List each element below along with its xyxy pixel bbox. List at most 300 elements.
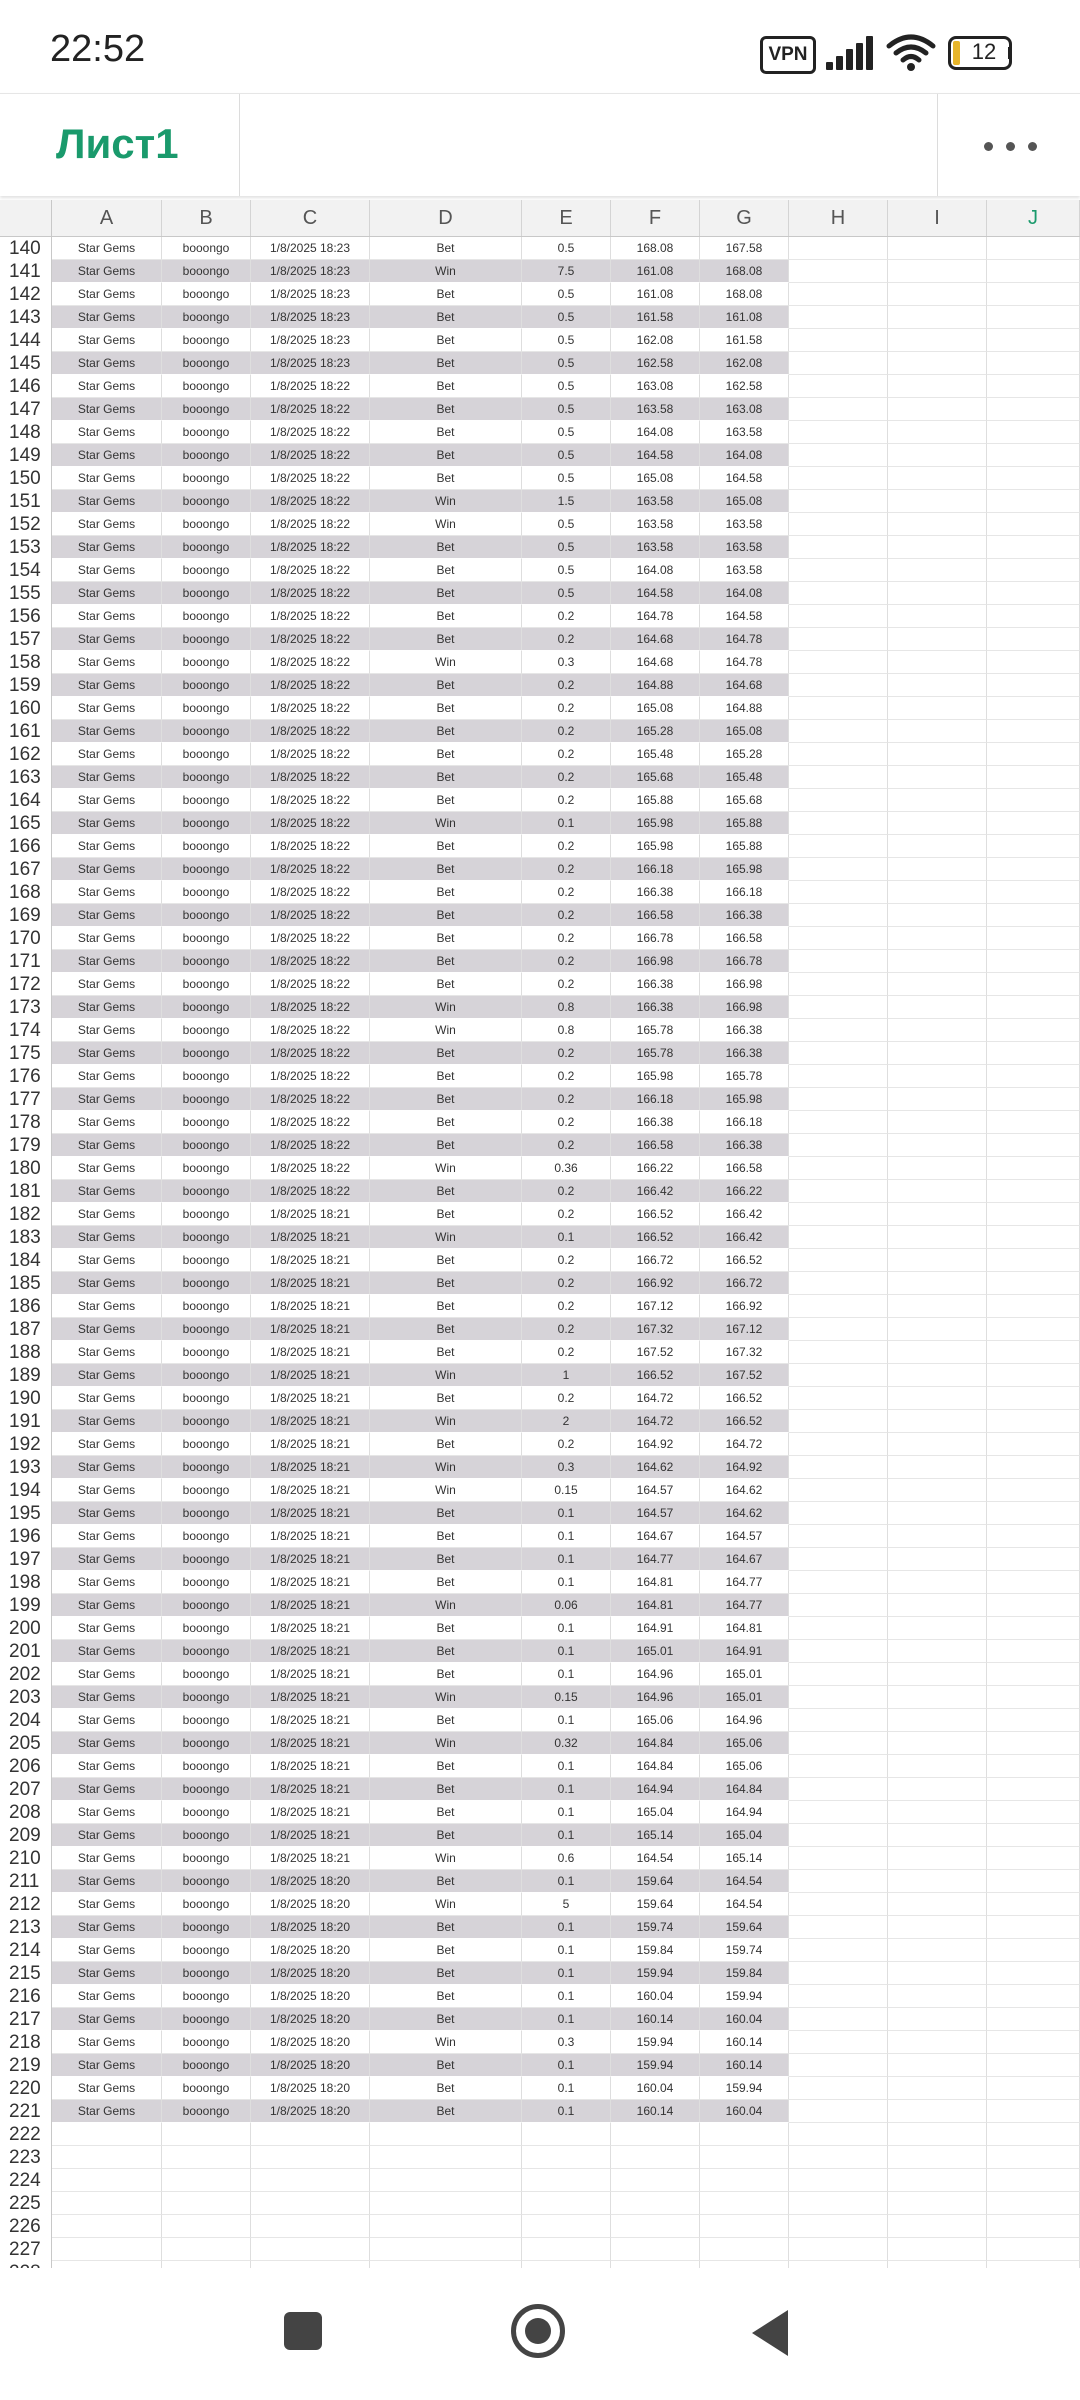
cell-i[interactable] xyxy=(888,766,987,789)
cell-f[interactable]: 164.54 xyxy=(611,1847,700,1870)
row-number[interactable]: 203 xyxy=(0,1686,52,1709)
cell-e[interactable]: 0.5 xyxy=(522,237,611,260)
cell-e[interactable]: 0.2 xyxy=(522,697,611,720)
cell-f[interactable]: 165.48 xyxy=(611,743,700,766)
cell-c[interactable]: 1/8/2025 18:20 xyxy=(251,1916,370,1939)
cell-b[interactable]: booongo xyxy=(162,1617,251,1640)
cell-h[interactable] xyxy=(789,1410,888,1433)
cell-a[interactable]: Star Gems xyxy=(52,1019,162,1042)
cell-c[interactable]: 1/8/2025 18:21 xyxy=(251,1341,370,1364)
row-number[interactable]: 227 xyxy=(0,2238,52,2261)
cell-e[interactable]: 0.36 xyxy=(522,1157,611,1180)
cell-g[interactable]: 165.08 xyxy=(700,720,789,743)
cell-d[interactable] xyxy=(370,2169,522,2192)
cell-e[interactable]: 0.2 xyxy=(522,674,611,697)
cell-e[interactable]: 0.2 xyxy=(522,858,611,881)
cell-e[interactable]: 0.1 xyxy=(522,812,611,835)
cell-e[interactable]: 0.1 xyxy=(522,2008,611,2031)
cell-g[interactable]: 165.88 xyxy=(700,812,789,835)
cell-a[interactable]: Star Gems xyxy=(52,628,162,651)
cell-i[interactable] xyxy=(888,237,987,260)
cell-c[interactable]: 1/8/2025 18:22 xyxy=(251,697,370,720)
cell-d[interactable]: Bet xyxy=(370,421,522,444)
row-number[interactable]: 201 xyxy=(0,1640,52,1663)
cell-c[interactable]: 1/8/2025 18:22 xyxy=(251,1088,370,1111)
cell-a[interactable]: Star Gems xyxy=(52,513,162,536)
cell-b[interactable]: booongo xyxy=(162,444,251,467)
cell-d[interactable]: Win xyxy=(370,260,522,283)
cell-g[interactable]: 164.81 xyxy=(700,1617,789,1640)
row-number[interactable]: 170 xyxy=(0,927,52,950)
cell-j[interactable] xyxy=(987,1456,1080,1479)
cell-c[interactable]: 1/8/2025 18:20 xyxy=(251,2054,370,2077)
cell-b[interactable]: booongo xyxy=(162,812,251,835)
row-number[interactable]: 225 xyxy=(0,2192,52,2215)
cell-g[interactable]: 164.08 xyxy=(700,444,789,467)
cell-b[interactable]: booongo xyxy=(162,1571,251,1594)
cell-d[interactable]: Bet xyxy=(370,973,522,996)
cell-g[interactable]: 159.94 xyxy=(700,1985,789,2008)
cell-f[interactable] xyxy=(611,2146,700,2169)
cell-d[interactable]: Bet xyxy=(370,1548,522,1571)
cell-i[interactable] xyxy=(888,1180,987,1203)
row-number[interactable]: 141 xyxy=(0,260,52,283)
cell-e[interactable]: 0.1 xyxy=(522,1548,611,1571)
cell-i[interactable] xyxy=(888,375,987,398)
cell-b[interactable]: booongo xyxy=(162,835,251,858)
cell-c[interactable]: 1/8/2025 18:20 xyxy=(251,2077,370,2100)
cell-g[interactable]: 166.98 xyxy=(700,996,789,1019)
cell-f[interactable] xyxy=(611,2123,700,2146)
cell-j[interactable] xyxy=(987,559,1080,582)
cell-h[interactable] xyxy=(789,1134,888,1157)
cell-c[interactable] xyxy=(251,2215,370,2238)
cell-b[interactable]: booongo xyxy=(162,996,251,1019)
cell-b[interactable]: booongo xyxy=(162,651,251,674)
cell-b[interactable]: booongo xyxy=(162,1548,251,1571)
cell-b[interactable]: booongo xyxy=(162,1893,251,1916)
cell-a[interactable] xyxy=(52,2123,162,2146)
cell-c[interactable]: 1/8/2025 18:23 xyxy=(251,237,370,260)
cell-i[interactable] xyxy=(888,2169,987,2192)
cell-j[interactable] xyxy=(987,1663,1080,1686)
cell-f[interactable]: 163.58 xyxy=(611,490,700,513)
row-number[interactable]: 199 xyxy=(0,1594,52,1617)
cell-h[interactable] xyxy=(789,1226,888,1249)
row-number[interactable]: 212 xyxy=(0,1893,52,1916)
cell-b[interactable]: booongo xyxy=(162,628,251,651)
cell-f[interactable]: 162.58 xyxy=(611,352,700,375)
cell-c[interactable]: 1/8/2025 18:20 xyxy=(251,1985,370,2008)
cell-f[interactable]: 161.08 xyxy=(611,283,700,306)
column-header-d[interactable]: D xyxy=(370,200,522,236)
cell-g[interactable]: 166.42 xyxy=(700,1226,789,1249)
cell-b[interactable]: booongo xyxy=(162,1686,251,1709)
cell-f[interactable]: 159.74 xyxy=(611,1916,700,1939)
cell-b[interactable]: booongo xyxy=(162,973,251,996)
row-number[interactable]: 191 xyxy=(0,1410,52,1433)
cell-d[interactable]: Win xyxy=(370,513,522,536)
cell-a[interactable]: Star Gems xyxy=(52,1433,162,1456)
cell-e[interactable]: 0.1 xyxy=(522,1824,611,1847)
cell-d[interactable]: Win xyxy=(370,1364,522,1387)
cell-g[interactable]: 165.98 xyxy=(700,1088,789,1111)
cell-i[interactable] xyxy=(888,1939,987,1962)
cell-a[interactable]: Star Gems xyxy=(52,743,162,766)
row-number[interactable]: 197 xyxy=(0,1548,52,1571)
cell-h[interactable] xyxy=(789,1962,888,1985)
cell-b[interactable]: booongo xyxy=(162,605,251,628)
cell-e[interactable]: 7.5 xyxy=(522,260,611,283)
cell-g[interactable]: 165.68 xyxy=(700,789,789,812)
cell-h[interactable] xyxy=(789,1456,888,1479)
cell-f[interactable] xyxy=(611,2215,700,2238)
cell-b[interactable]: booongo xyxy=(162,398,251,421)
cell-g[interactable]: 165.88 xyxy=(700,835,789,858)
cell-b[interactable]: booongo xyxy=(162,421,251,444)
cell-b[interactable]: booongo xyxy=(162,1364,251,1387)
cell-i[interactable] xyxy=(888,1042,987,1065)
cell-g[interactable]: 166.18 xyxy=(700,1111,789,1134)
cell-a[interactable] xyxy=(52,2146,162,2169)
cell-g[interactable] xyxy=(700,2215,789,2238)
cell-d[interactable]: Bet xyxy=(370,1663,522,1686)
cell-e[interactable]: 0.2 xyxy=(522,1318,611,1341)
cell-c[interactable]: 1/8/2025 18:22 xyxy=(251,467,370,490)
cell-g[interactable]: 161.58 xyxy=(700,329,789,352)
cell-d[interactable]: Bet xyxy=(370,628,522,651)
cell-g[interactable]: 164.68 xyxy=(700,674,789,697)
cell-i[interactable] xyxy=(888,1870,987,1893)
cell-a[interactable] xyxy=(52,2215,162,2238)
cell-d[interactable]: Bet xyxy=(370,605,522,628)
cell-e[interactable]: 0.2 xyxy=(522,1042,611,1065)
cell-i[interactable] xyxy=(888,306,987,329)
cell-j[interactable] xyxy=(987,720,1080,743)
cell-j[interactable] xyxy=(987,743,1080,766)
row-number[interactable]: 187 xyxy=(0,1318,52,1341)
row-number[interactable]: 198 xyxy=(0,1571,52,1594)
cell-b[interactable]: booongo xyxy=(162,329,251,352)
row-number[interactable]: 192 xyxy=(0,1433,52,1456)
row-number[interactable]: 217 xyxy=(0,2008,52,2031)
cell-h[interactable] xyxy=(789,352,888,375)
cell-e[interactable]: 0.2 xyxy=(522,1134,611,1157)
cell-e[interactable]: 0.2 xyxy=(522,1295,611,1318)
cell-b[interactable]: booongo xyxy=(162,582,251,605)
cell-g[interactable]: 164.58 xyxy=(700,467,789,490)
cell-i[interactable] xyxy=(888,1525,987,1548)
cell-c[interactable]: 1/8/2025 18:22 xyxy=(251,720,370,743)
cell-c[interactable]: 1/8/2025 18:22 xyxy=(251,973,370,996)
cell-i[interactable] xyxy=(888,1594,987,1617)
cell-i[interactable] xyxy=(888,1755,987,1778)
cell-a[interactable]: Star Gems xyxy=(52,306,162,329)
cell-a[interactable]: Star Gems xyxy=(52,1939,162,1962)
cell-c[interactable]: 1/8/2025 18:23 xyxy=(251,283,370,306)
cell-g[interactable]: 164.62 xyxy=(700,1502,789,1525)
cell-d[interactable]: Bet xyxy=(370,1088,522,1111)
cell-d[interactable]: Win xyxy=(370,1847,522,1870)
cell-e[interactable]: 0.5 xyxy=(522,582,611,605)
cell-i[interactable] xyxy=(888,651,987,674)
row-number[interactable]: 186 xyxy=(0,1295,52,1318)
cell-i[interactable] xyxy=(888,1341,987,1364)
cell-h[interactable] xyxy=(789,1180,888,1203)
cell-a[interactable]: Star Gems xyxy=(52,1042,162,1065)
cell-a[interactable]: Star Gems xyxy=(52,283,162,306)
row-number[interactable]: 183 xyxy=(0,1226,52,1249)
cell-i[interactable] xyxy=(888,513,987,536)
cell-j[interactable] xyxy=(987,237,1080,260)
cell-g[interactable]: 167.58 xyxy=(700,237,789,260)
cell-g[interactable]: 165.01 xyxy=(700,1686,789,1709)
cell-b[interactable]: booongo xyxy=(162,1479,251,1502)
cell-d[interactable]: Bet xyxy=(370,536,522,559)
cell-b[interactable]: booongo xyxy=(162,1663,251,1686)
cell-f[interactable]: 166.22 xyxy=(611,1157,700,1180)
cell-i[interactable] xyxy=(888,1410,987,1433)
cell-h[interactable] xyxy=(789,927,888,950)
cell-i[interactable] xyxy=(888,1686,987,1709)
cell-c[interactable]: 1/8/2025 18:21 xyxy=(251,1548,370,1571)
cell-c[interactable]: 1/8/2025 18:21 xyxy=(251,1709,370,1732)
cell-f[interactable]: 164.58 xyxy=(611,444,700,467)
cell-a[interactable] xyxy=(52,2169,162,2192)
cell-b[interactable]: booongo xyxy=(162,1203,251,1226)
cell-d[interactable]: Bet xyxy=(370,1272,522,1295)
cell-h[interactable] xyxy=(789,1640,888,1663)
cell-c[interactable]: 1/8/2025 18:22 xyxy=(251,398,370,421)
cell-e[interactable]: 0.2 xyxy=(522,1065,611,1088)
cell-h[interactable] xyxy=(789,2031,888,2054)
cell-i[interactable] xyxy=(888,2100,987,2123)
cell-c[interactable]: 1/8/2025 18:21 xyxy=(251,1801,370,1824)
cell-h[interactable] xyxy=(789,1387,888,1410)
cell-i[interactable] xyxy=(888,1433,987,1456)
cell-f[interactable]: 164.67 xyxy=(611,1525,700,1548)
cell-e[interactable]: 0.06 xyxy=(522,1594,611,1617)
cell-b[interactable]: booongo xyxy=(162,1939,251,1962)
cell-b[interactable]: booongo xyxy=(162,2100,251,2123)
cell-d[interactable] xyxy=(370,2215,522,2238)
cell-i[interactable] xyxy=(888,881,987,904)
cell-b[interactable]: booongo xyxy=(162,1065,251,1088)
cell-b[interactable] xyxy=(162,2146,251,2169)
cell-f[interactable] xyxy=(611,2192,700,2215)
cell-a[interactable]: Star Gems xyxy=(52,1594,162,1617)
cell-i[interactable] xyxy=(888,1709,987,1732)
cell-d[interactable]: Bet xyxy=(370,2077,522,2100)
cell-g[interactable] xyxy=(700,2169,789,2192)
cell-j[interactable] xyxy=(987,1410,1080,1433)
row-number[interactable]: 202 xyxy=(0,1663,52,1686)
column-header-e[interactable]: E xyxy=(522,200,611,236)
cell-d[interactable]: Win xyxy=(370,2031,522,2054)
cell-g[interactable]: 163.58 xyxy=(700,513,789,536)
cell-c[interactable]: 1/8/2025 18:21 xyxy=(251,1571,370,1594)
cell-c[interactable]: 1/8/2025 18:21 xyxy=(251,1502,370,1525)
cell-i[interactable] xyxy=(888,1893,987,1916)
cell-c[interactable]: 1/8/2025 18:22 xyxy=(251,766,370,789)
cell-i[interactable] xyxy=(888,2054,987,2077)
cell-c[interactable] xyxy=(251,2123,370,2146)
cell-i[interactable] xyxy=(888,1916,987,1939)
row-number[interactable]: 214 xyxy=(0,1939,52,1962)
cell-a[interactable]: Star Gems xyxy=(52,1824,162,1847)
cell-a[interactable]: Star Gems xyxy=(52,1847,162,1870)
cell-d[interactable]: Win xyxy=(370,1157,522,1180)
cell-a[interactable]: Star Gems xyxy=(52,352,162,375)
cell-h[interactable] xyxy=(789,2169,888,2192)
cell-c[interactable]: 1/8/2025 18:21 xyxy=(251,1479,370,1502)
cell-g[interactable]: 164.84 xyxy=(700,1778,789,1801)
cell-h[interactable] xyxy=(789,1709,888,1732)
cell-h[interactable] xyxy=(789,858,888,881)
cell-h[interactable] xyxy=(789,2238,888,2261)
cell-d[interactable]: Bet xyxy=(370,904,522,927)
cell-j[interactable] xyxy=(987,1962,1080,1985)
cell-j[interactable] xyxy=(987,996,1080,1019)
cell-d[interactable]: Bet xyxy=(370,1824,522,1847)
cell-i[interactable] xyxy=(888,973,987,996)
cell-j[interactable] xyxy=(987,1065,1080,1088)
cell-g[interactable]: 166.38 xyxy=(700,904,789,927)
cell-e[interactable]: 0.2 xyxy=(522,605,611,628)
cell-g[interactable]: 166.18 xyxy=(700,881,789,904)
cell-e[interactable]: 0.2 xyxy=(522,766,611,789)
cell-f[interactable]: 161.58 xyxy=(611,306,700,329)
column-header-c[interactable]: C xyxy=(251,200,370,236)
row-number[interactable]: 148 xyxy=(0,421,52,444)
cell-f[interactable]: 166.52 xyxy=(611,1364,700,1387)
back-triangle-icon[interactable] xyxy=(752,2310,788,2356)
cell-b[interactable]: booongo xyxy=(162,306,251,329)
cell-a[interactable]: Star Gems xyxy=(52,1479,162,1502)
cell-j[interactable] xyxy=(987,260,1080,283)
cell-g[interactable]: 167.52 xyxy=(700,1364,789,1387)
cell-i[interactable] xyxy=(888,674,987,697)
row-number[interactable]: 153 xyxy=(0,536,52,559)
cell-g[interactable]: 166.72 xyxy=(700,1272,789,1295)
cell-a[interactable]: Star Gems xyxy=(52,1709,162,1732)
cell-h[interactable] xyxy=(789,2008,888,2031)
cell-c[interactable]: 1/8/2025 18:20 xyxy=(251,1939,370,1962)
cell-f[interactable]: 164.77 xyxy=(611,1548,700,1571)
row-number[interactable]: 175 xyxy=(0,1042,52,1065)
row-number[interactable]: 195 xyxy=(0,1502,52,1525)
cell-b[interactable]: booongo xyxy=(162,1134,251,1157)
cell-i[interactable] xyxy=(888,1617,987,1640)
cell-h[interactable] xyxy=(789,628,888,651)
cell-d[interactable]: Bet xyxy=(370,444,522,467)
cell-a[interactable]: Star Gems xyxy=(52,1502,162,1525)
cell-c[interactable]: 1/8/2025 18:22 xyxy=(251,490,370,513)
cell-g[interactable]: 164.92 xyxy=(700,1456,789,1479)
cell-h[interactable] xyxy=(789,1732,888,1755)
row-number[interactable]: 157 xyxy=(0,628,52,651)
cell-b[interactable]: booongo xyxy=(162,674,251,697)
cell-e[interactable]: 5 xyxy=(522,1893,611,1916)
cell-h[interactable] xyxy=(789,789,888,812)
cell-b[interactable]: booongo xyxy=(162,720,251,743)
cell-e[interactable]: 0.1 xyxy=(522,1663,611,1686)
cell-e[interactable]: 0.2 xyxy=(522,1249,611,1272)
cell-a[interactable]: Star Gems xyxy=(52,1617,162,1640)
cell-h[interactable] xyxy=(789,1525,888,1548)
cell-d[interactable]: Bet xyxy=(370,582,522,605)
cell-b[interactable]: booongo xyxy=(162,766,251,789)
row-number[interactable]: 207 xyxy=(0,1778,52,1801)
cell-d[interactable]: Bet xyxy=(370,1341,522,1364)
cell-i[interactable] xyxy=(888,1019,987,1042)
cell-d[interactable]: Bet xyxy=(370,927,522,950)
cell-h[interactable] xyxy=(789,306,888,329)
cell-g[interactable]: 159.64 xyxy=(700,1916,789,1939)
cell-i[interactable] xyxy=(888,260,987,283)
cell-j[interactable] xyxy=(987,1824,1080,1847)
row-number[interactable]: 216 xyxy=(0,1985,52,2008)
cell-h[interactable] xyxy=(789,375,888,398)
cell-b[interactable]: booongo xyxy=(162,1755,251,1778)
cell-g[interactable]: 166.38 xyxy=(700,1134,789,1157)
cell-i[interactable] xyxy=(888,1111,987,1134)
cell-e[interactable]: 0.5 xyxy=(522,536,611,559)
column-header-j[interactable]: J xyxy=(987,200,1080,236)
cell-j[interactable] xyxy=(987,306,1080,329)
cell-c[interactable]: 1/8/2025 18:21 xyxy=(251,1594,370,1617)
cell-e[interactable]: 0.2 xyxy=(522,1341,611,1364)
cell-e[interactable]: 0.2 xyxy=(522,743,611,766)
cell-i[interactable] xyxy=(888,1571,987,1594)
cell-f[interactable]: 159.84 xyxy=(611,1939,700,1962)
cell-b[interactable]: booongo xyxy=(162,858,251,881)
cell-b[interactable]: booongo xyxy=(162,1111,251,1134)
cell-a[interactable]: Star Gems xyxy=(52,2008,162,2031)
row-number[interactable]: 205 xyxy=(0,1732,52,1755)
cell-g[interactable]: 165.04 xyxy=(700,1824,789,1847)
cell-c[interactable]: 1/8/2025 18:21 xyxy=(251,1847,370,1870)
cell-e[interactable]: 0.1 xyxy=(522,1778,611,1801)
cell-d[interactable]: Win xyxy=(370,1686,522,1709)
cell-h[interactable] xyxy=(789,582,888,605)
cell-d[interactable]: Win xyxy=(370,1893,522,1916)
cell-d[interactable]: Bet xyxy=(370,352,522,375)
cell-g[interactable]: 165.08 xyxy=(700,490,789,513)
row-number[interactable]: 165 xyxy=(0,812,52,835)
row-number[interactable]: 160 xyxy=(0,697,52,720)
cell-b[interactable] xyxy=(162,2192,251,2215)
cell-i[interactable] xyxy=(888,1088,987,1111)
cell-b[interactable]: booongo xyxy=(162,559,251,582)
cell-a[interactable]: Star Gems xyxy=(52,1571,162,1594)
row-number[interactable]: 154 xyxy=(0,559,52,582)
cell-g[interactable]: 163.08 xyxy=(700,398,789,421)
row-number[interactable]: 223 xyxy=(0,2146,52,2169)
cell-g[interactable]: 165.06 xyxy=(700,1732,789,1755)
cell-c[interactable]: 1/8/2025 18:22 xyxy=(251,1065,370,1088)
row-number[interactable]: 144 xyxy=(0,329,52,352)
cell-f[interactable]: 168.08 xyxy=(611,237,700,260)
cell-i[interactable] xyxy=(888,1295,987,1318)
cell-a[interactable]: Star Gems xyxy=(52,720,162,743)
cell-h[interactable] xyxy=(789,1847,888,1870)
cell-f[interactable]: 164.84 xyxy=(611,1732,700,1755)
cell-d[interactable]: Bet xyxy=(370,1387,522,1410)
cell-j[interactable] xyxy=(987,2123,1080,2146)
cell-c[interactable]: 1/8/2025 18:21 xyxy=(251,1686,370,1709)
cell-f[interactable]: 164.62 xyxy=(611,1456,700,1479)
